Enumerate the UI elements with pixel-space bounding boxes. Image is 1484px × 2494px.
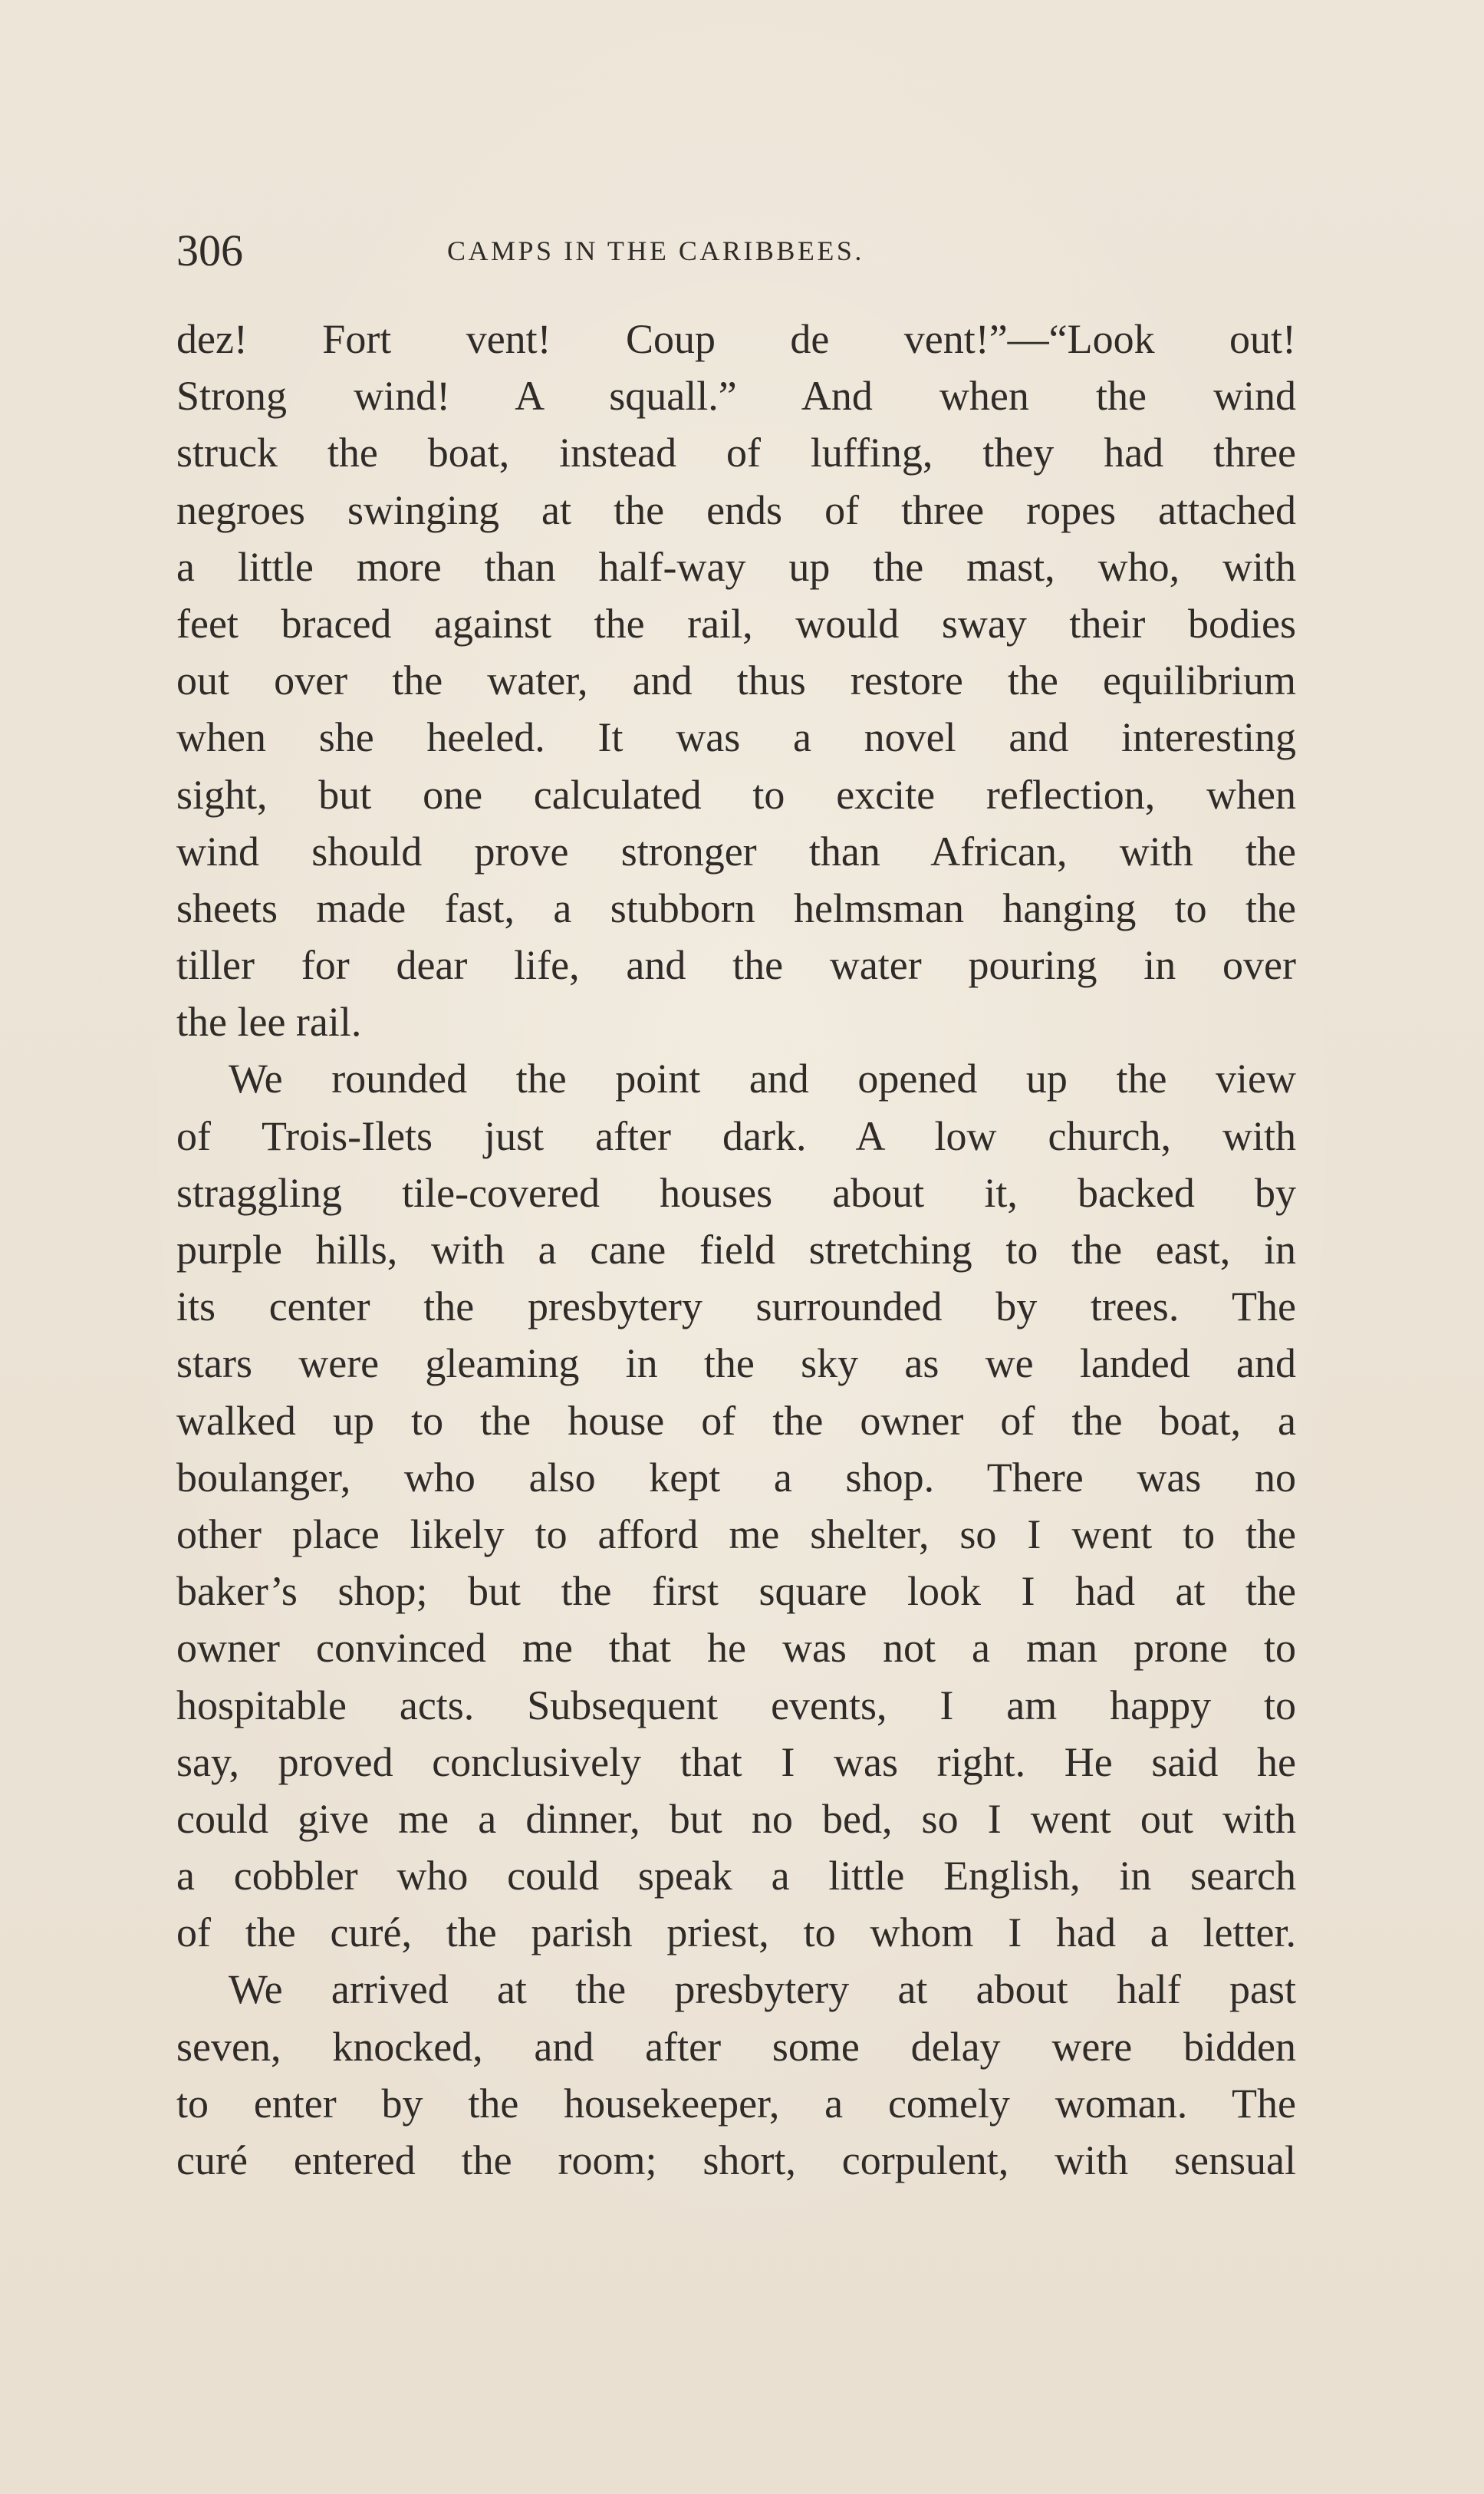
text-line: the lee rail. (176, 999, 362, 1046)
running-title: CAMPS IN THE CARIBBEES. (447, 236, 864, 266)
text-line: sight, but one calculated to excite reflection, when (176, 771, 1296, 818)
text-line: dez! Fort vent! Coup de vent!”—“Look out! (176, 316, 1296, 362)
text-line: of Trois-Ilets just after dark. A low church, with (176, 1112, 1296, 1159)
text-line: out over the water, and thus restore the equilibrium (176, 657, 1296, 704)
text-line: when she heeled. It was a novel and interesting (176, 714, 1296, 761)
text-line: of the curé, the parish priest, to whom I had a letter. (176, 1909, 1296, 1956)
text-line: negroes swinging at the ends of three ropes attached (176, 486, 1296, 533)
text-line: sheets made fast, a stubborn helmsman hanging to the (176, 885, 1296, 931)
text-line: boulanger, who also kept a shop. There was no (176, 1454, 1296, 1501)
text-line: baker’s shop; but the first square look I had at the (176, 1568, 1296, 1615)
text-line: seven, knocked, and after some delay were bidden (176, 2023, 1296, 2070)
text-line: its center the presbytery surrounded by trees. The (176, 1283, 1296, 1330)
text-line: say, proved conclusively that I was right. He said he (176, 1738, 1296, 1785)
text-line: other place likely to afford me shelter, so I went to the (176, 1511, 1296, 1557)
text-line: straggling tile-covered houses about it, backed by (176, 1169, 1296, 1216)
text-line: could give me a dinner, but no bed, so I went out with (176, 1795, 1296, 1842)
text-line: stars were gleaming in the sky as we landed and (176, 1340, 1296, 1387)
text-line: We arrived at the presbytery at about half past (229, 1966, 1296, 2013)
text-line: wind should prove stronger than African, with the (176, 828, 1296, 875)
text-line: to enter by the housekeeper, a comely woman. The (176, 2080, 1296, 2127)
page-number: 306 (176, 226, 243, 275)
text-line: struck the boat, instead of luffing, they had three (176, 430, 1296, 476)
text-line: Strong wind! A squall.” And when the wind (176, 373, 1296, 420)
text-line: feet braced against the rail, would sway their bodies (176, 600, 1296, 647)
text-line: tiller for dear life, and the water pouring in over (176, 942, 1296, 989)
text-line: owner convinced me that he was not a man prone to (176, 1625, 1296, 1672)
text-line: walked up to the house of the owner of the boat, a (176, 1397, 1296, 1444)
body-text (176, 311, 1296, 2189)
text-line: curé entered the room; short, corpulent, with sensual (176, 2137, 1296, 2183)
text-line: We rounded the point and opened up the view (229, 1056, 1296, 1102)
running-head (176, 224, 1296, 278)
text-line: a little more than half-way up the mast, who, with (176, 543, 1296, 590)
text-line: purple hills, with a cane field stretching to the east, in (176, 1227, 1296, 1273)
text-line: hospitable acts. Subsequent events, I am happy to (176, 1682, 1296, 1728)
text-line: a cobbler who could speak a little English, in search (176, 1853, 1296, 1899)
